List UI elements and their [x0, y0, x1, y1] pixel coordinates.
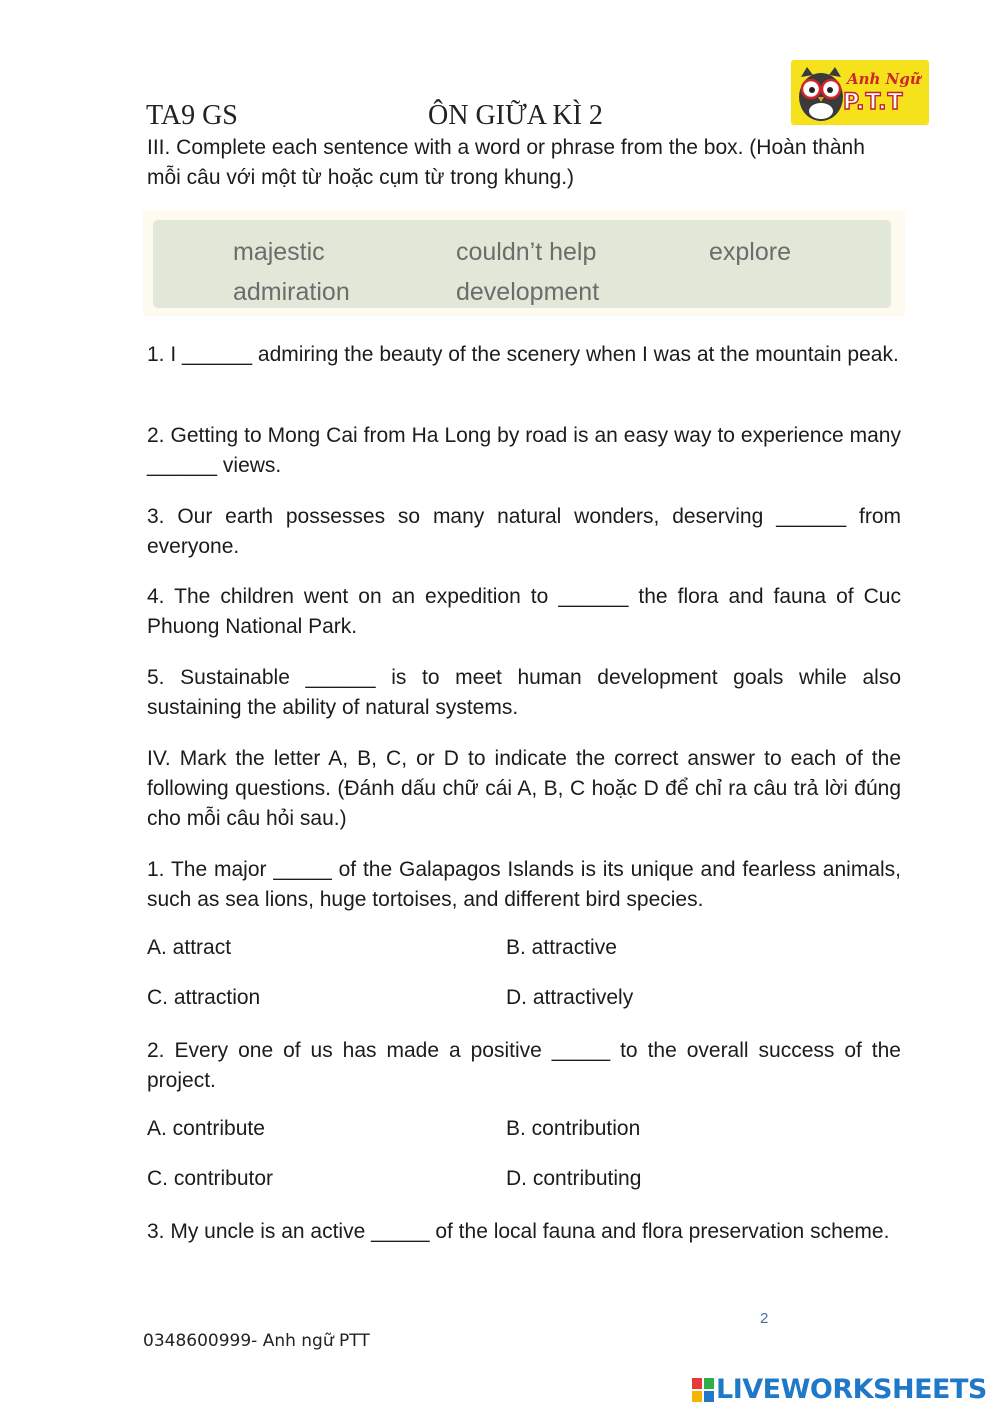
question-2-option-b: B. contribution	[506, 1117, 641, 1140]
question-1-option-a: A. attract	[147, 936, 232, 959]
box-word: majestic	[233, 238, 325, 266]
box-word: admiration	[233, 278, 350, 306]
course-code: TA9 GS	[146, 100, 238, 131]
question-1-option-c: C. attraction	[147, 986, 261, 1009]
section-3-item-5: 5. Sustainable ______ is to meet human development goals while also sustaining the ability of natural systems.	[147, 666, 901, 719]
section-3-item-3: 3. Our earth possesses so many natural wonders, deserving ______ from everyone.	[147, 505, 901, 558]
section-3-instruction: III. Complete each sentence with a word or phrase from the box. (Hoàn thành mỗi câu với một từ hoặc cụm từ trong khung.)	[147, 136, 865, 189]
box-word: development	[456, 278, 600, 306]
question-2-option-d: D. contributing	[506, 1167, 642, 1190]
publisher-logo	[791, 60, 929, 125]
word-box-panel	[153, 220, 891, 308]
logo-text-top: Anh Ngữ	[847, 70, 921, 88]
question-1-option-b: B. attractive	[506, 936, 617, 959]
owl-icon	[793, 63, 849, 123]
question-3: 3. My uncle is an active _____ of the local fauna and flora preservation scheme.	[147, 1220, 890, 1243]
question-1-option-d: D. attractively	[506, 986, 634, 1009]
section-3-item-1: 1. I ______ admiring the beauty of the scenery when I was at the mountain peak.	[147, 343, 899, 366]
liveworksheets-logo-icon	[692, 1378, 714, 1402]
page-title: ÔN GIỮA KÌ 2	[428, 100, 603, 131]
footer-contact: 0348600999- Anh ngữ PTT	[143, 1331, 370, 1351]
question-2: 2. Every one of us has made a positive _____ to the overall success of the project.	[147, 1039, 901, 1092]
word-box	[143, 210, 905, 316]
box-word: explore	[709, 238, 791, 266]
logo-text-main: P.T.T	[843, 90, 904, 115]
page-number: 2	[760, 1310, 769, 1327]
box-word: couldn’t help	[456, 238, 597, 266]
section-4-instruction: IV. Mark the letter A, B, C, or D to indicate the correct answer to each of the following questions. (Đánh dấu chữ cái A, B, C hoặc D để chỉ ra câu trả lời đúng cho mỗi câu hỏi sau.)	[147, 747, 901, 830]
question-2-option-c: C. contributor	[147, 1167, 274, 1190]
question-1: 1. The major _____ of the Galapagos Islands is its unique and fearless animals, such as sea lions, huge tortoises, and different bird species.	[147, 858, 901, 911]
liveworksheets-text: LIVEWORKSHEETS	[716, 1374, 987, 1405]
section-3-item-4: 4. The children went on an expedition to ______ the flora and fauna of Cuc Phuong National Park.	[147, 585, 901, 638]
section-3-item-2: 2. Getting to Mong Cai from Ha Long by road is an easy way to experience many ______ views.	[147, 424, 901, 477]
question-2-option-a: A. contribute	[147, 1117, 265, 1140]
